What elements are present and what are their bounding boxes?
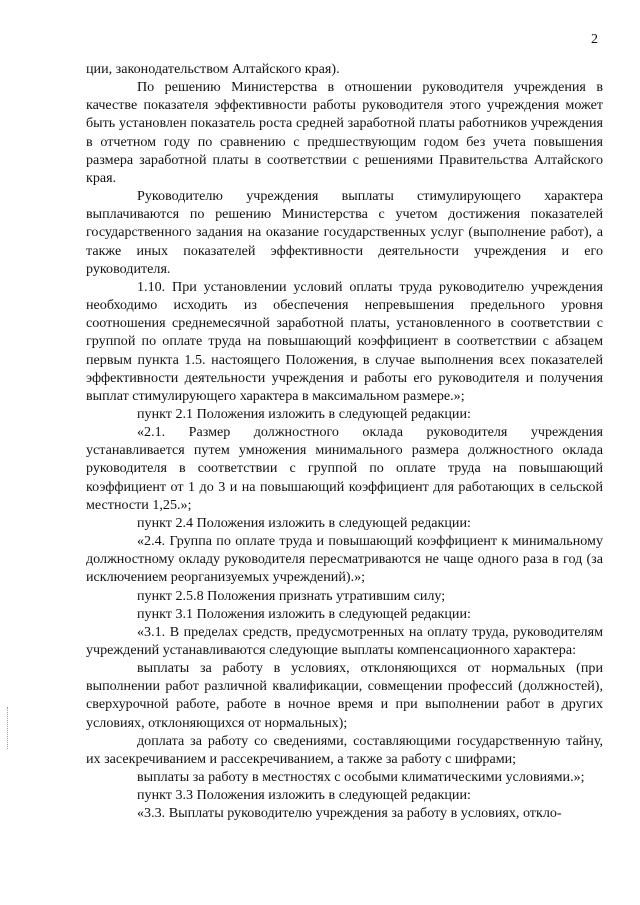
paragraph-incentive-payments: Руководителю учреждения выплаты стимулирующего характера выплачиваются по решению Министерства с учетом достижения показателей государственного задания на оказание государственных услуг (выполнение работ), а также иных показателей эффективности деятельности учреждения и его руководителя. xyxy=(86,188,603,277)
list-item-climate-conditions: выплаты за работу в местностях с особыми климатическими условиями.»; xyxy=(137,769,585,786)
paragraph-salary-growth-indicator: По решению Министерства в отношении руководителя учреждения в качестве показателя эффективности работы руководителя этого учреждения может быть установлен показатель роста средней заработной платы работников учреждения в отчетном году по сравнению с предшествующим годом без учета повышения размера заработной платы в соответствии с решениями Правительства Алтайского края. xyxy=(86,79,603,186)
paragraph-amend-2-1: пункт 2.1 Положения изложить в следующей редакции: xyxy=(137,405,471,422)
scan-edge-mark xyxy=(7,707,9,749)
paragraph-repeal-2-5-8: пункт 2.5.8 Положения признать утратившим силу; xyxy=(137,587,446,604)
paragraph-clause-2-1: «2.1. Размер должностного оклада руководителя учреждения устанавливается путем умножения минимального размера должностного оклада руководителя в соответствии с группой по оплате труда на повышающий коэффициент от 1 до 3 и на повышающий коэффициент для работающих в сельской местности 1,25.»; xyxy=(86,424,603,513)
document-body xyxy=(86,60,603,823)
paragraph-amend-2-4: пункт 2.4 Положения изложить в следующей редакции: xyxy=(137,514,471,531)
list-item-abnormal-conditions: выплаты за работу в условиях, отклоняющихся от нормальных (при выполнении работ различной квалификации, совмещении профессий (должностей), сверхурочной работе, работе в ночное время и при выполнении работ в других условиях, отклоняющихся от нормальных); xyxy=(86,660,603,731)
paragraph-clause-1-10: 1.10. При установлении условий оплаты труда руководителю учреждения необходимо исходить из обеспечения непревышения предельного уровня соотношения среднемесячной заработной платы, установленного в соответствии с группой по оплате труда на повышающий коэффициент в соответствии с абзацем первым пункта 1.5. настоящего Положения, в случае выполнения всех показателей эффективности деятельности учреждения и работы его руководителя и получения выплат стимулирующего характера в максимальном размере.»; xyxy=(86,278,603,404)
page-number: 2 xyxy=(591,32,598,47)
paragraph-clause-3-1: «3.1. В пределах средств, предусмотренных на оплату труда, руководителям учреждений устанавливаются следующие выплаты компенсационного характера: xyxy=(86,623,603,658)
paragraph-amend-3-3: пункт 3.3 Положения изложить в следующей редакции: xyxy=(137,787,471,804)
paragraph-clause-3-3: «3.3. Выплаты руководителю учреждения за работу в условиях, откло- xyxy=(137,805,562,822)
list-item-state-secret: доплата за работу со сведениями, составляющими государственную тайну, их засекречиванием и рассекречиванием, а также за работу с шифрами; xyxy=(86,732,603,767)
paragraph-continuation: ции, законодательством Алтайского края). xyxy=(86,61,340,77)
paragraph-clause-2-4: «2.4. Группа по оплате труда и повышающий коэффициент к минимальному должностному окладу руководителя пересматриваются не чаще одного раза в год (за исключением реорганизуемых учреждений).»; xyxy=(86,533,603,586)
paragraph-amend-3-1: пункт 3.1 Положения изложить в следующей редакции: xyxy=(137,605,471,622)
